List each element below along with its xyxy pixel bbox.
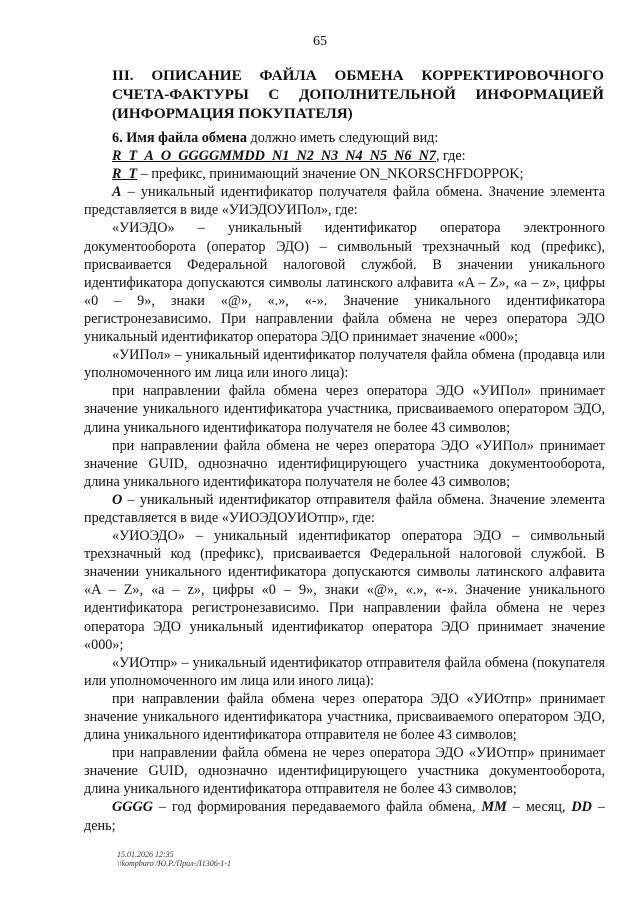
prefix-text: – префикс, принимающий значение ON_NKORSCHFDOPPOK; xyxy=(137,166,524,183)
paragraph-uipol: «УИПол» – уникальный идентификатор получателя файла обмена (продавца или уполномоченного им лица или иного лица): xyxy=(84,347,605,382)
print-footer xyxy=(117,850,231,868)
paragraph-uipol-case2: при направлении файла обмена не через оператора ЭДО «УИПол» принимает значение GUID, однозначно идентифицирующего участника документооборота, длина уникального идентификатора получателя не более 43 символов; xyxy=(84,437,605,490)
gggg-term: GGGG xyxy=(112,799,153,816)
paragraph-a-definition xyxy=(84,183,605,219)
document-body xyxy=(84,129,605,835)
footer-path: \\kompburo /Ю.Р./Прил-Л1306-1-1 xyxy=(117,859,232,868)
paragraph-date-definition xyxy=(84,798,605,834)
mm-term: MM xyxy=(481,799,507,816)
paragraph-o-definition xyxy=(84,491,605,527)
section-label: 6. Имя файла обмена xyxy=(112,130,247,146)
section-heading: III. ОПИСАНИЕ ФАЙЛА ОБМЕНА КОРРЕКТИРОВОЧНОГО СЧЕТА-ФАКТУРЫ С ДОПОЛНИТЕЛЬНОЙ ИНФОРМАЦИЕЙ (ИНФОРМАЦИЯ ПОКУПАТЕЛЯ) xyxy=(112,67,604,122)
dd-term: DD xyxy=(571,799,592,816)
paragraph-file-pattern xyxy=(84,147,605,165)
paragraph-uioedo: «УИОЭДО» – уникальный идентификатор оператора ЭДО – символьный трехзначный код (префикс), присваивается Федеральной налоговой службой. В значении уникального идентификатора допускаются символы латинского алфавита «A – Z», «a – z», цифры «0 – 9», знаки «@», «.», «-». Значение уникального идентификатора регистронезависимо. При направлении файла обмена не через оператора ЭДО уникальный идентификатор оператора ЭДО принимает значение «000»; xyxy=(84,528,605,653)
file-name-pattern: R_T_A_O_GGGGMMDD_N1_N2_N3_N4_N5_N6_N7 xyxy=(112,148,436,165)
footer-timestamp: 15.01.2026 12:35 xyxy=(117,850,174,859)
prefix-term: R_T xyxy=(112,166,138,183)
mm-text: – месяц, xyxy=(506,799,572,816)
o-term: O xyxy=(112,491,123,508)
section-text: должно иметь следующий вид: xyxy=(246,130,439,146)
paragraph-uiotpr: «УИОтпр» – уникальный идентификатор отправителя файла обмена (покупателя или уполномоченного им лица или иного лица): xyxy=(84,654,605,689)
a-text: – уникальный идентификатор получателя файла обмена. Значение элемента представляется в виде «УИЭДОУИПол», где: xyxy=(84,184,605,219)
gggg-text: – год формирования передаваемого файла обмена, xyxy=(152,799,482,816)
dd-text: – день; xyxy=(84,799,605,834)
file-pattern-suffix: , где: xyxy=(435,148,466,165)
paragraph-uiotpr-case1: при направлении файла обмена через оператора ЭДО «УИОтпр» принимает значение уникального идентификатора участника, присваиваемого оператором ЭДО, длина уникального идентификатора отправителя не более 43 символов; xyxy=(84,690,605,744)
o-text: – уникальный идентификатор отправителя файла обмена. Значение элемента представляется в виде «УИОЭДОУИОтпр», где: xyxy=(84,491,605,526)
a-term: A xyxy=(112,184,122,201)
paragraph-prefix xyxy=(84,165,605,183)
paragraph-uipol-case1: при направлении файла обмена через оператора ЭДО «УИПол» принимает значение уникального идентификатора участника, присваиваемого оператором ЭДО, длина уникального идентификатора получателя не более 43 символов; xyxy=(84,383,605,436)
page-number: 65 xyxy=(313,34,327,49)
paragraph-uiedo: «УИЭДО» – уникальный идентификатор оператора электронного документооборота (оператор ЭДО) – символьный трехзначный код (префикс), присваивается Федеральной налоговой службой. В значении уникального идентификатора допускаются символы латинского алфавита «A – Z», «a – z», цифры «0 – 9», знаки «@», «.», «-». Значение уникального идентификатора регистронезависимо. При направлении файла обмена не через оператора ЭДО уникальный идентификатор оператора ЭДО принимает значение «000»; xyxy=(84,220,605,346)
paragraph-section-title xyxy=(84,129,605,147)
paragraph-uiotpr-case2: при направлении файла обмена не через оператора ЭДО «УИОтпр» принимает значение GUID, однозначно идентифицирующего участника документооборота, длина уникального идентификатора отправителя не более 43 символов; xyxy=(84,745,605,798)
